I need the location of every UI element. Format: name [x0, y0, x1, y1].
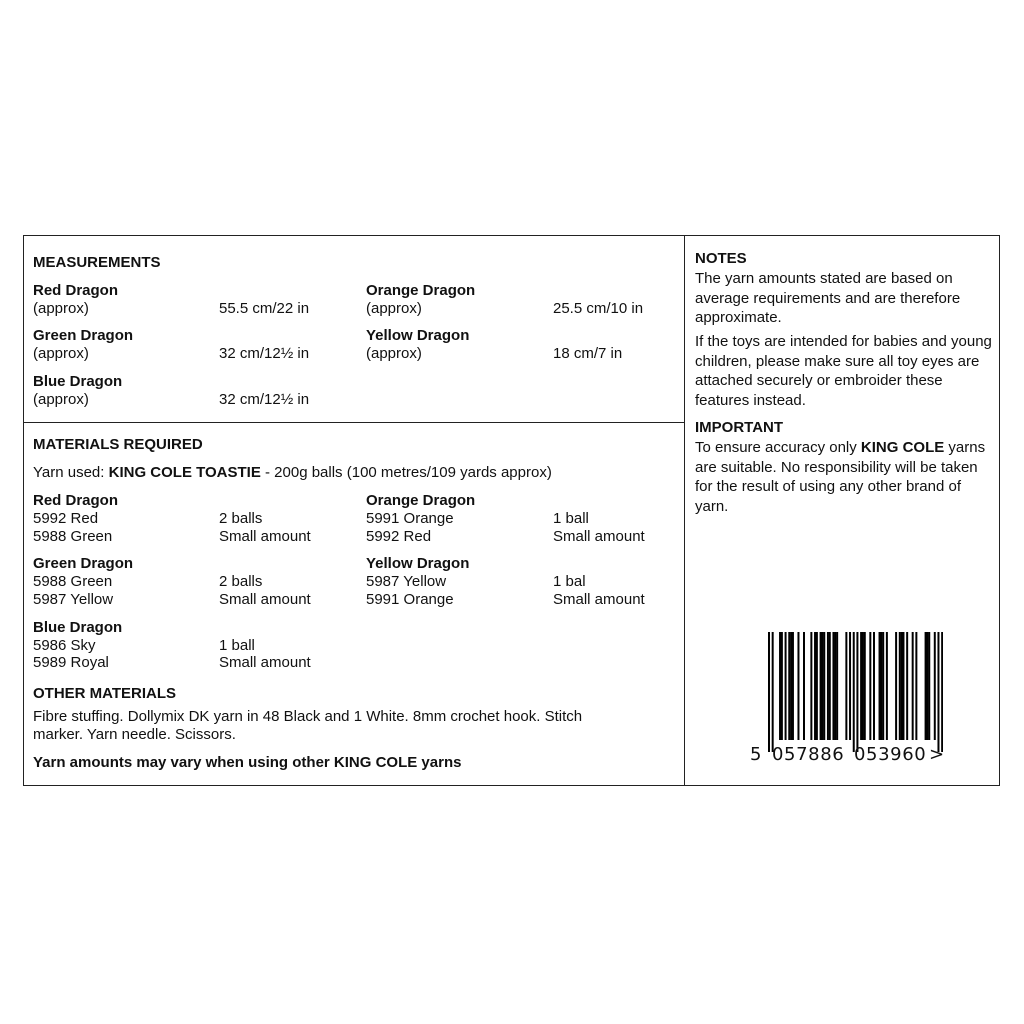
barcode-bar — [856, 632, 858, 752]
yarn-amount: Small amount — [219, 654, 311, 671]
yarn-amount: 1 ball — [219, 637, 255, 654]
important-brand: KING COLE — [860, 439, 945, 456]
dragon-name: Orange Dragon — [366, 492, 476, 509]
barcode-bar — [788, 632, 790, 740]
notes-paragraph: If the toys are intended for babies and young children, please make sure all toy eyes are attached securely or embroider these features instead. — [695, 333, 992, 409]
dragon-name: Blue Dragon — [33, 619, 123, 636]
barcode-bar — [849, 632, 851, 740]
yarn-amount: 1 bal — [553, 573, 586, 590]
vertical-divider — [684, 236, 685, 785]
important-text: To ensure accuracy only — [695, 439, 861, 456]
barcode-bar — [901, 632, 903, 740]
barcode-bar — [915, 632, 917, 740]
barcode-bar — [926, 632, 928, 740]
barcode-bar — [853, 632, 855, 752]
barcode-group-left: 057886 — [772, 744, 845, 765]
measurement-qualifier: (approx) — [366, 300, 422, 317]
yarn-amounts-footnote: Yarn amounts may vary when using other KING COLE yarns — [33, 754, 462, 771]
yarn-used-line — [33, 464, 552, 482]
barcode-bar — [821, 632, 823, 740]
barcode-bar — [781, 632, 783, 740]
yarn-shade: 5987 Yellow — [33, 591, 114, 608]
yarn-label-card — [23, 235, 1000, 786]
yarn-shade: 5992 Red — [366, 528, 432, 545]
barcode-bar — [820, 632, 822, 740]
barcode-bar — [937, 632, 939, 752]
barcode-bar — [797, 632, 799, 740]
barcode-bar — [772, 632, 774, 752]
yarn-amount: 1 ball — [553, 510, 589, 527]
yarn-brand: KING COLE TOASTIE — [108, 464, 261, 481]
barcode-bar — [934, 632, 936, 740]
important-text: yarns are suitable. No responsibility will be taken for the result of using any other brand of yarn. — [695, 439, 986, 515]
yarn-used-prefix: Yarn used: — [33, 464, 109, 481]
measurement-name: Red Dragon — [33, 282, 119, 299]
yarn-shade: 5991 Orange — [366, 510, 454, 527]
barcode-bar — [836, 632, 838, 740]
barcode-bar — [845, 632, 847, 740]
measurement-value: 55.5 cm/22 in — [219, 300, 310, 317]
barcode-bar — [880, 632, 882, 740]
yarn-amount: Small amount — [219, 591, 311, 608]
barcode-bar — [873, 632, 875, 740]
barcode-bar — [899, 632, 901, 740]
materials-heading: MATERIALS REQUIRED — [33, 436, 203, 453]
measurement-name: Blue Dragon — [33, 373, 123, 390]
measurement-qualifier: (approx) — [33, 300, 89, 317]
barcode-bar — [925, 632, 927, 740]
barcode-bar — [860, 632, 862, 740]
barcode-bar — [834, 632, 836, 740]
barcode-bar — [895, 632, 897, 740]
yarn-amount: Small amount — [553, 591, 645, 608]
dragon-name: Yellow Dragon — [366, 555, 470, 572]
barcode-bar — [941, 632, 943, 752]
dragon-name: Green Dragon — [33, 555, 134, 572]
other-materials-line: Fibre stuffing. Dollymix DK yarn in 48 Black and 1 White. 8mm crochet hook. Stitch — [33, 708, 583, 725]
yarn-shade: 5991 Orange — [366, 591, 454, 608]
barcode-bar — [823, 632, 825, 740]
barcode-bar — [827, 632, 829, 740]
other-materials-heading: OTHER MATERIALS — [33, 685, 177, 702]
barcode-bar — [810, 632, 812, 740]
important-heading: IMPORTANT — [695, 419, 784, 436]
yarn-details: - 200g balls (100 metres/109 yards approx) — [260, 464, 552, 481]
barcode-bar — [814, 632, 816, 740]
yarn-shade: 5992 Red — [33, 510, 99, 527]
measurement-qualifier: (approx) — [33, 391, 89, 408]
barcode-bar — [832, 632, 834, 740]
barcode-bar — [902, 632, 904, 740]
other-materials-line: marker. Yarn needle. Scissors. — [33, 726, 236, 743]
important-paragraph — [695, 438, 995, 516]
measurement-value: 32 cm/12½ in — [219, 391, 310, 408]
barcode-bar — [882, 632, 884, 740]
barcode-bar — [886, 632, 888, 740]
yarn-amount: Small amount — [553, 528, 645, 545]
barcode-bar — [803, 632, 805, 740]
barcode-bar — [912, 632, 914, 740]
barcode-bar — [792, 632, 794, 740]
barcode-bar — [906, 632, 908, 740]
barcode-bar — [869, 632, 871, 740]
yarn-amount: Small amount — [219, 528, 311, 545]
barcode-bar — [829, 632, 831, 740]
yarn-amount: 2 balls — [219, 510, 263, 527]
measurement-name: Green Dragon — [33, 327, 134, 344]
notes-heading: NOTES — [695, 250, 747, 267]
barcode-bar — [864, 632, 866, 740]
barcode-bar — [862, 632, 864, 740]
barcode-bar — [879, 632, 881, 740]
dragon-name: Red Dragon — [33, 492, 119, 509]
yarn-shade: 5988 Green — [33, 528, 113, 545]
measurement-value: 25.5 cm/10 in — [553, 300, 644, 317]
yarn-amount: 2 balls — [219, 573, 263, 590]
yarn-shade: 5988 Green — [33, 573, 113, 590]
notes-paragraph: The yarn amounts stated are based on average requirements and are therefore approximate. — [695, 270, 961, 326]
horizontal-divider — [24, 422, 684, 423]
barcode-group-right: 053960 — [854, 744, 927, 765]
yarn-shade: 5989 Royal — [33, 654, 109, 671]
barcode-end-mark: > — [929, 744, 945, 765]
barcode-bar — [928, 632, 930, 740]
barcode-bar — [768, 632, 770, 752]
yarn-shade: 5987 Yellow — [366, 573, 447, 590]
measurement-name: Orange Dragon — [366, 282, 476, 299]
barcode-bar — [779, 632, 781, 740]
measurement-value: 32 cm/12½ in — [219, 345, 310, 362]
measurement-value: 18 cm/7 in — [553, 345, 623, 362]
measurement-qualifier: (approx) — [33, 345, 89, 362]
measurement-name: Yellow Dragon — [366, 327, 470, 344]
measurements-heading: MEASUREMENTS — [33, 254, 161, 271]
measurement-qualifier: (approx) — [366, 345, 422, 362]
barcode-bar — [816, 632, 818, 740]
barcode-bar — [785, 632, 787, 740]
yarn-shade: 5986 Sky — [33, 637, 96, 654]
barcode-bar — [790, 632, 792, 740]
barcode — [768, 632, 943, 752]
barcode-first-digit: 5 — [750, 744, 762, 765]
